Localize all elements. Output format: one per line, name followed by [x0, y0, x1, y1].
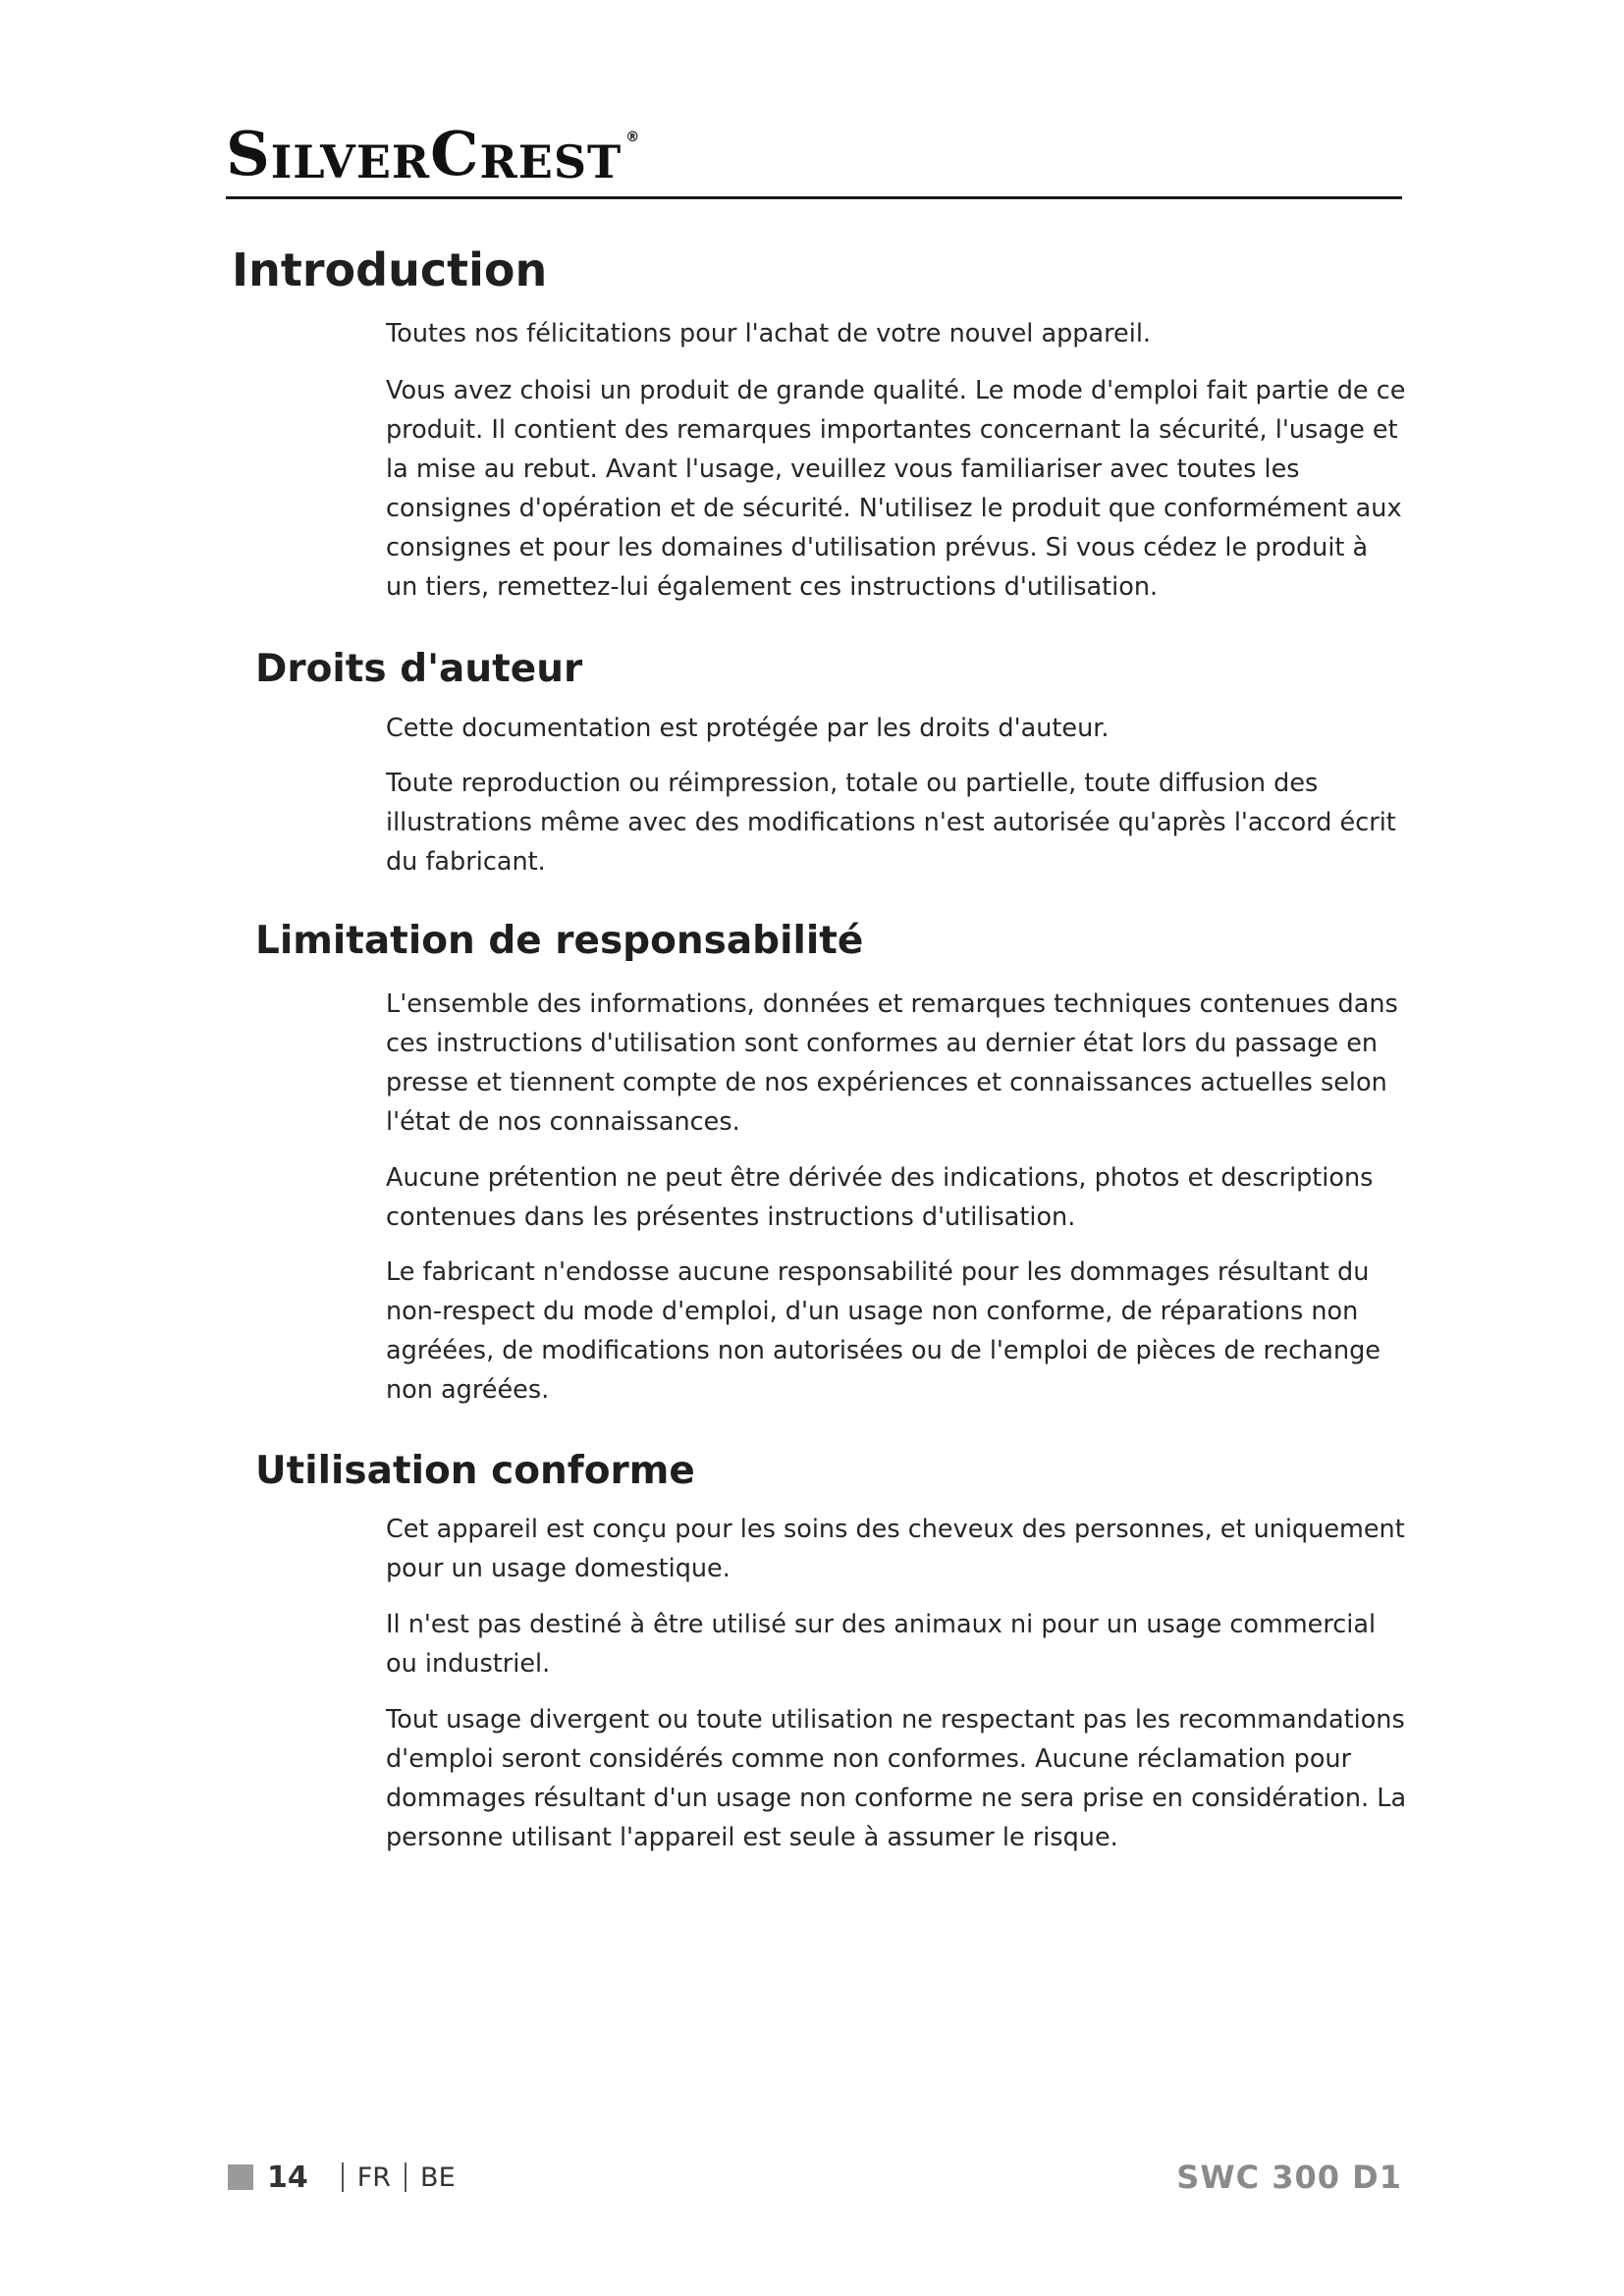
paragraph: Aucune prétention ne peut être dérivée des indications, photos et descriptions contenues dans les présentes instructions d'utilisation. — [386, 1163, 1374, 1232]
heading-liability: Limitation de responsabilité — [255, 919, 864, 963]
paragraph: Il n'est pas destiné à être utilisé sur des animaux ni pour un usage commercial ou industriel. — [386, 1610, 1377, 1679]
logo-letter: C — [430, 118, 480, 189]
paragraph: L'ensemble des informations, données et remarques techniques contenues dans ces instructions d'utilisation sont conformes au dernier état lors du passage en presse et tiennent compte de nos expériences et connaissances actuelles selon l'état de nos connaissances. — [386, 989, 1398, 1137]
heading-introduction: Introduction — [232, 243, 548, 296]
paragraph: Tout usage divergent ou toute utilisation ne respectant pas les recommandations d'emploi seront considérés comme non conformes. Aucune réclamation pour dommages résultant d'un usage non conforme ne sera prise en considération. La personne utilisant l'appareil est seule à assumer le risque. — [386, 1705, 1407, 1852]
heading-copyright: Droits d'auteur — [255, 647, 583, 691]
paragraph: Cet appareil est conçu pour les soins des cheveux des personnes, et uniquement pour un usage domestique. — [386, 1515, 1405, 1583]
logo-text: REST — [479, 135, 623, 188]
language-code: BE — [420, 2162, 456, 2193]
header-divider — [226, 196, 1402, 199]
heading-intended-use: Utilisation conforme — [255, 1449, 695, 1493]
paragraph: Toutes nos félicitations pour l'achat de votre nouvel appareil. — [386, 319, 1152, 348]
registered-mark: ® — [625, 130, 641, 145]
footer-separator — [342, 2163, 344, 2192]
footer-square-icon — [228, 2164, 253, 2190]
paragraph: Le fabricant n'endosse aucune responsabilité pour les dommages résultant du non-respect du mode d'emploi, d'un usage non conforme, de réparations non agréées, de modifications non autorisées ou de l'emploi de pièces de rechange non agréées. — [386, 1257, 1380, 1405]
paragraph: Cette documentation est protégée par les droits d'auteur. — [386, 714, 1110, 743]
brand-logo — [226, 116, 641, 189]
paragraph: Vous avez choisi un produit de grande qualité. Le mode d'emploi fait partie de ce produit. Il contient des remarques importantes concernant la sécurité, l'usage et la mise au rebut. Avant l'usage, veuillez vous familiariser avec toutes les consignes d'opération et de sécurité. N'utilisez le produit que conformément aux consignes et pour les domaines d'utilisation prévus. Si vous cédez le produit à un tiers, remettez-lui également ces instructions d'utilisation. — [386, 376, 1406, 602]
model-number: SWC 300 D1 — [1176, 2159, 1402, 2196]
language-code: FR — [356, 2162, 392, 2193]
paragraph: Toute reproduction ou réimpression, totale ou partielle, toute diffusion des illustrations même avec des modifications n'est autorisée qu'après l'accord écrit du fabricant. — [386, 769, 1396, 877]
logo-text: ILVER — [270, 135, 431, 188]
footer-separator — [405, 2163, 406, 2192]
page-footer — [228, 2160, 1402, 2195]
page-number: 14 — [267, 2160, 308, 2195]
logo-letter: S — [226, 118, 271, 189]
